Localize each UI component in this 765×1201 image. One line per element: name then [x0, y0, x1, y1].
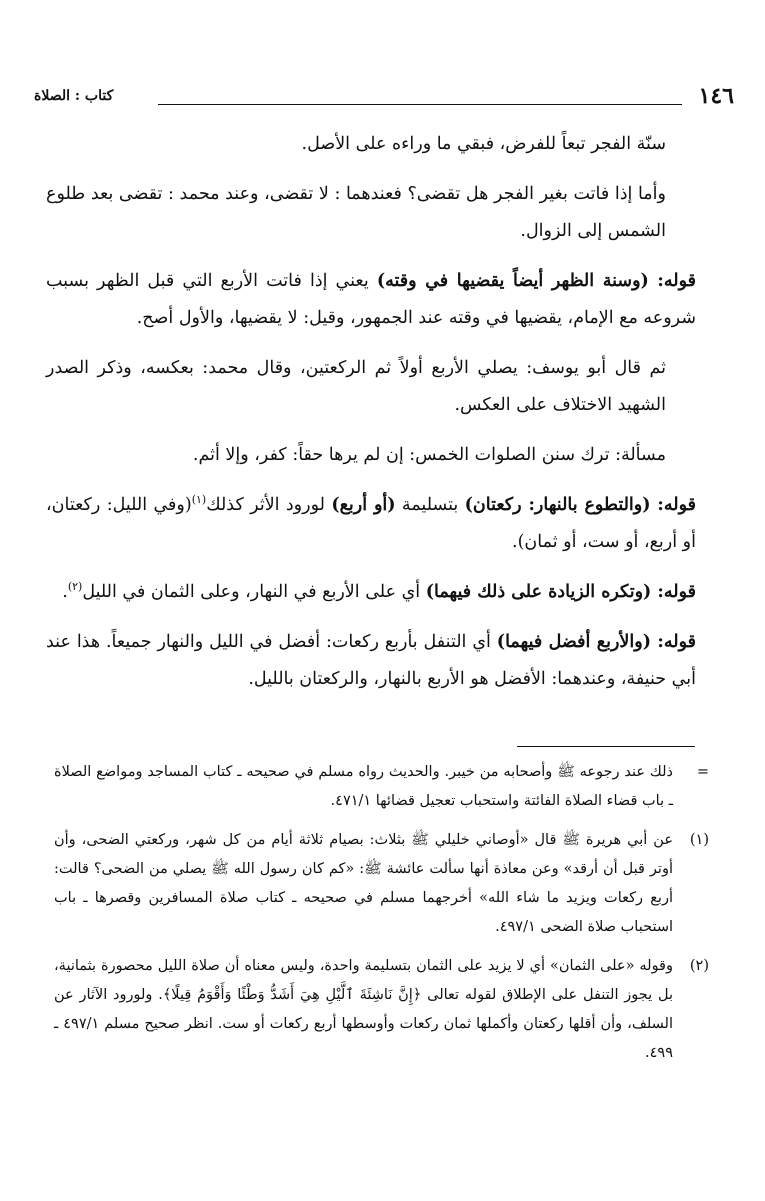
footnotes: [54, 758, 709, 1078]
footnote-text: وقوله «على الثمان» أي لا يزيد على الثمان بتسليمة واحدة، وليس معناه أن صلاة الليل محصورة بثمانية، بل يجوز التنفل على الإطلاق لقوله تعالى ﴿إِنَّ نَاشِئَةَ ٱلَّيْلِ هِيَ أَشَدُّ وَطْئًا وَأَقْوَمُ قِيلًا﴾. ولورود الآثار عن السلف، وأن أقلها ركعتان وأكملها ثمان ركعات وأوسطها أربع ركعات أو ست. انظر صحيح مسلم ٤٩٧/١ ـ ٤٩٩.: [54, 958, 674, 1061]
footnote-ref: (١): [191, 493, 207, 507]
footnote-separator: [517, 746, 695, 747]
commentary-lead: قوله: (وتكره الزيادة على ذلك فيهما): [425, 582, 696, 602]
header-rule: [158, 104, 682, 105]
paragraph: سنّة الفجر تبعاً للفرض، فبقي ما وراءه على الأصل.: [301, 134, 666, 154]
commentary-lead: قوله: (والأربع أفضل فيهما): [496, 632, 696, 652]
commentary-lead: قوله: (والتطوع بالنهار: ركعتان): [464, 495, 696, 515]
paragraph-text: .: [62, 582, 68, 602]
footnote-marker: =: [696, 764, 709, 780]
footnote-text: عن أبي هريرة ﷺ قال «أوصاني خليلي ﷺ بثلاث: بصيام ثلاثة أيام من كل شهر، وركعتي الضحى، وأن أوتر قبل أن أرقد» وعن معاذة أنها سألت عائشة ﷺ: «كم كان رسول الله ﷺ يصلي من الضحى؟ قالت: أربع ركعات ويزيد ما شاء الله» أخرجهما مسلم في صحيحه ـ كتاب صلاة المسافرين وقصرها ـ باب استحباب صلاة الضحى ٤٩٧/١.: [54, 832, 673, 935]
paragraph-text: (وفي الليل: ركعتان، أو أربع، أو ست، أو ثمان).: [46, 495, 696, 552]
paragraph-text: بتسليمة: [395, 495, 465, 515]
bold-phrase: (أو أربع): [331, 495, 396, 515]
paragraph: وأما إذا فاتت بغير الفجر هل تقضى؟ فعندهما : لا تقضى، وعند محمد : تقضى بعد طلوع الشمس إلى الزوال.: [46, 184, 666, 241]
running-header: [34, 83, 734, 112]
page-number: ١٤٦: [698, 83, 734, 109]
main-text: [46, 126, 696, 711]
paragraph-text: يعني إذا فاتت الأربع التي قبل الظهر بسبب شروعه مع الإمام، يقضيها في وقته عند الجمهور، وقيل: لا يقضيها، والأول أصح.: [46, 271, 696, 328]
footnote-marker: (١): [689, 832, 709, 848]
commentary-lead: قوله: (وسنة الظهر أيضاً يقضيها في وقته): [376, 271, 697, 291]
paragraph: [46, 487, 696, 561]
chapter-title: كتاب : الصلاة: [34, 88, 114, 104]
paragraph: [46, 574, 696, 611]
footnote-ref: (٢): [67, 580, 83, 594]
paragraph: مسألة: ترك سنن الصلوات الخمس: إن لم يرها حقاً: كفر، وإلا أثم.: [192, 445, 666, 465]
footnote: [54, 952, 709, 1068]
footnote: [54, 826, 709, 942]
paragraph: ثم قال أبو يوسف: يصلي الأربع أولاً ثم الركعتين، وقال محمد: بعكسه، وذكر الصدر الشهيد الاختلاف على العكس.: [46, 358, 666, 415]
footnote-marker: (٢): [689, 958, 709, 974]
paragraph: [46, 263, 696, 337]
footnote-text: ذلك عند رجوعه ﷺ وأصحابه من خيبر. والحديث رواه مسلم في صحيحه ـ كتاب المساجد ومواضع الصلاة ـ باب قضاء الصلاة الفائتة واستحباب تعجيل قضائها ٤٧١/١.: [54, 764, 673, 809]
paragraph-text: لورود الأثر كذلك: [206, 495, 332, 515]
paragraph: [46, 624, 696, 698]
footnote: [54, 758, 709, 816]
paragraph-text: أي التنفل بأربع ركعات: أفضل في الليل والنهار جميعاً. هذا عند أبي حنيفة، وعندهما: الأفضل هو الأربع بالنهار، والركعتان بالليل.: [46, 632, 696, 689]
paragraph-text: أي على الأربع في النهار، وعلى الثمان في الليل: [82, 582, 426, 602]
